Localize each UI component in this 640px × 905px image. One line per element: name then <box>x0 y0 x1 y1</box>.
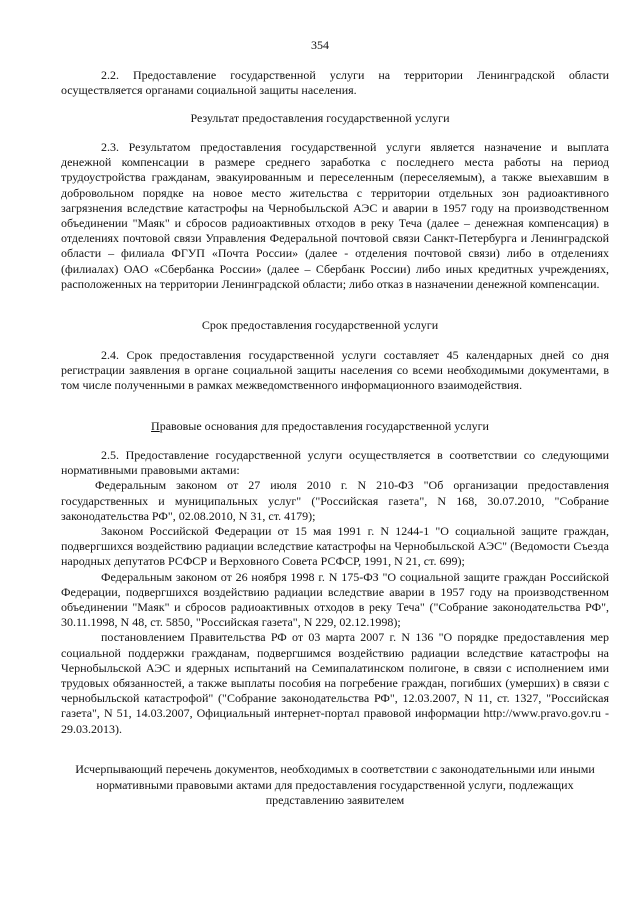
heading-term: Срок предоставления государственной услуги <box>201 318 439 332</box>
paragraph-2-2 <box>61 68 609 98</box>
paragraph-2-5-text: 2.5. Предоставление государственной услуги осуществляется в соответствии со следующими нормативными правовыми актами: <box>61 448 609 478</box>
paragraph-2-3-text: 2.3. Результатом предоставления государственной услуги является назначение и выплата денежной компенсации в размере среднего заработка с последнего места работы на период трудоустройства гражданам, эвакуированным и переселенным (переселяемым), а также выехавшим в добровольном порядке на новое место жительства с территории отдельных зон радиоактивного загрязнения вследствие катастрофы на Чернобыльской АЭС и аварии в 1957 году на производственном объединении "Маяк" и сбросов радиоактивных отходов в реку Теча (далее – денежная компенсация) в отделениях почтовой связи Управления Федеральной почтовой связи Санкт-Петербурга и Ленинградской области – филиала ФГУП «Почта России» (далее - отделения почтовой связи) либо в отделениях (филиалах) ОАО «Сбербанка России» (далее – Сбербанк России) либо иных кредитных учреждениях, расположенных на территории Ленинградской области; либо отказ в назначении денежной компенсации. <box>61 140 609 291</box>
law-item-resolution-136: постановлением Правительства РФ от 03 марта 2007 г. N 136 "О порядке предоставления мер социальной поддержки гражданам, подвергшимся воздействию радиации вследствие катастрофы на Чернобыльской АЭС и ядерных испытаний на Семипалатинском полигоне, в связи с исполнением ими трудовых обязанностей, а также выплаты пособия на погребение граждан, погибших (умерших) в связи с чернобыльской катастрофой" ("Собрание законодательства РФ", 12.03.2007, N 11, ст. 1327, "Российская газета", N 51, 14.03.2007, Официальный интернет-портал правовой информации http://www.pravo.gov.ru - 29.03.2013). <box>61 630 609 736</box>
heading-legal-basis-initial: П <box>151 419 160 433</box>
heading-documents-list: Исчерпывающий перечень документов, необходимых в соответствии с законодательными или иными нормативными правовыми актами для предоставления государственной услуги, подлежащих представлению заявителем <box>75 762 595 807</box>
law-item-210-fz: Федеральным законом от 27 июля 2010 г. N 210-ФЗ "Об организации предоставления государственных и муниципальных услуг" ("Российская газета", N 168, 30.07.2010, "Собрание законодательства РФ", 02.08.2010, N 31, ст. 4179); <box>61 478 609 523</box>
heading-legal-basis <box>0 419 640 434</box>
heading-result: Результат предоставления государственной услуги <box>190 111 450 125</box>
heading-legal-basis-rest: равовые основания для предоставления государственной услуги <box>159 419 489 433</box>
paragraph-2-2-text: 2.2. Предоставление государственной услуги на территории Ленинградской области осуществляется органами социальной защиты населения. <box>61 68 609 98</box>
paragraph-2-3 <box>61 140 609 292</box>
paragraph-2-5 <box>61 448 609 737</box>
page-number: 354 <box>311 38 329 52</box>
paragraph-2-4 <box>61 348 609 394</box>
law-item-1244-1: Законом Российской Федерации от 15 мая 1991 г. N 1244-1 "О социальной защите граждан, подвергшихся воздействию радиации вследствие катастрофы на Чернобыльской АЭС" (Ведомости Съезда народных депутатов РСФСР и Верховного Совета РСФСР, 1991, N 21, ст. 699); <box>61 524 609 569</box>
paragraph-2-4-text: 2.4. Срок предоставления государственной услуги составляет 45 календарных дней со дня регистрации заявления в органе социальной защиты населения со всеми необходимыми документами, в том числе полученными в рамках межведомственного информационного взаимодействия. <box>61 348 609 393</box>
law-item-175-fz: Федеральным законом от 26 ноября 1998 г. N 175-ФЗ "О социальной защите граждан Российской Федерации, подвергшихся воздействию радиации вследствие аварии в 1957 году на производственном объединении "Маяк" и сбросов радиоактивных отходов в реку Теча" ("Собрание законодательства РФ", 30.11.1998, N 48, ст. 5850, "Российская газета", N 229, 02.12.1998); <box>61 569 609 630</box>
